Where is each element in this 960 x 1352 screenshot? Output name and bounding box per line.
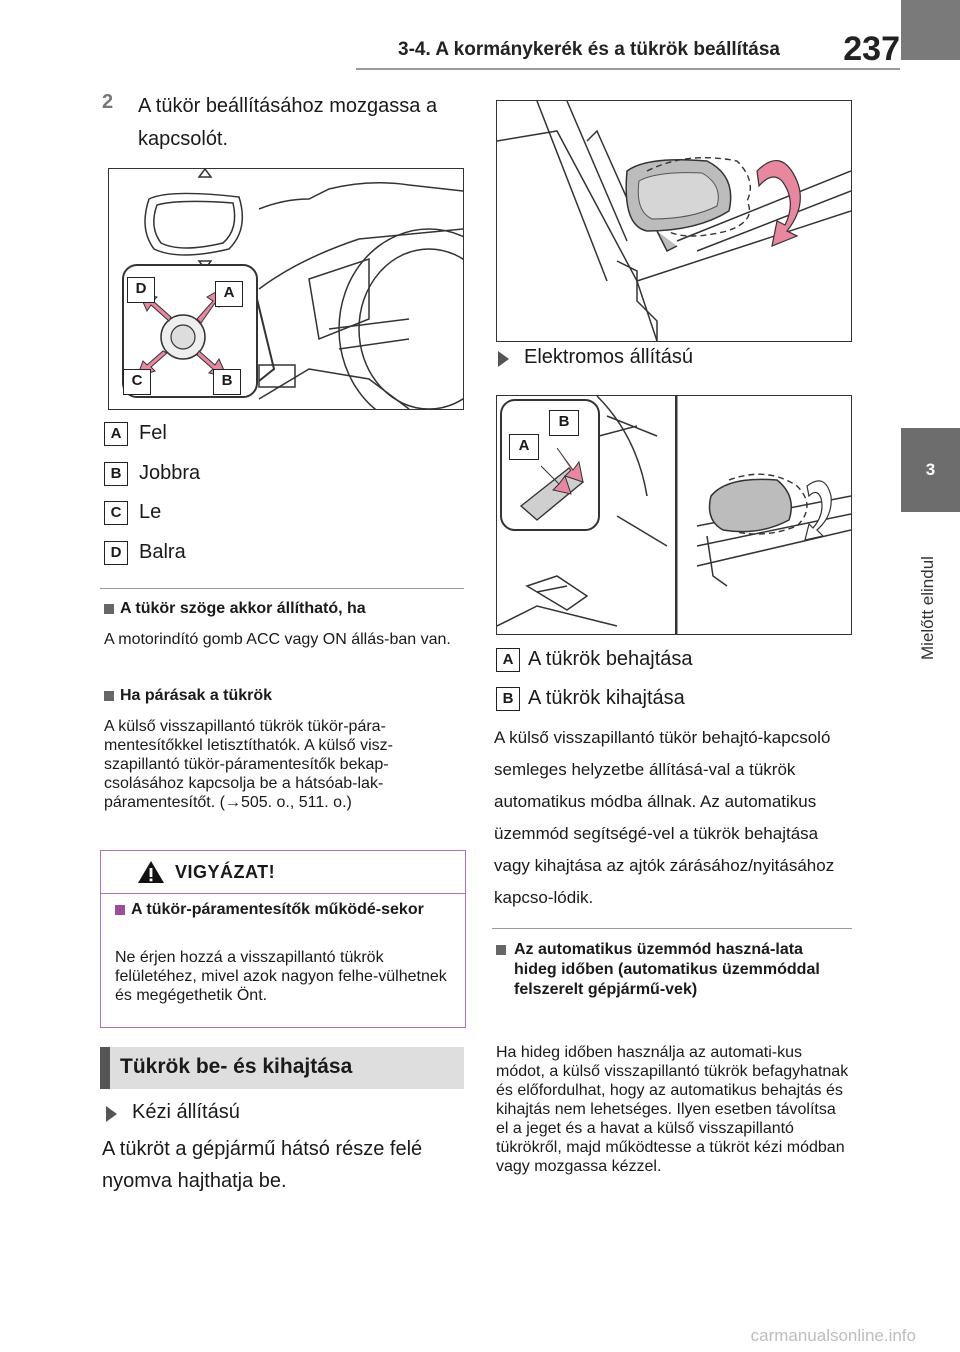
warning-subtitle: A tükör-páramentesítők működé-sekor — [131, 901, 424, 918]
fold-legend-label-a: A tükrök behajtása — [528, 648, 693, 670]
page-number: 237 — [843, 30, 900, 68]
note-bullet — [104, 691, 114, 701]
legend-key-c: C — [104, 501, 128, 525]
manual-label: Kézi állítású — [132, 1101, 240, 1123]
header-rule — [356, 68, 900, 70]
step-text: A tükör beállításához mozgassa a kapcsolót. — [138, 95, 438, 150]
auto-mode-text: A külső visszapillantó tükör behajtó-kapcsoló semleges helyzetbe állításá-val a tükrök automatikus módba állnak. Az automatikus üzemmód segítségé-vel a tükrök behajtása vagy kihajtása az ajtók zárásához/nyitásához kapcso-lódik. — [494, 728, 835, 907]
callout-c: C — [123, 369, 151, 395]
callout-b: B — [213, 369, 241, 395]
legend-label-a: Fel — [139, 422, 167, 444]
chapter-tab: 3 — [901, 428, 960, 512]
fold-legend-key-b: B — [496, 687, 520, 711]
section-title: 3-4. A kormánykerék és a tükrök beállítása — [398, 39, 780, 60]
legend-label-c: Le — [139, 501, 162, 523]
note2-body: A külső visszapillantó tükrök tükör-pára-mentesítőkkel letisztíthatók. A külső visz-szapillantó tükör-páramentesítők bekap-csolásához kapcsolja be a hátsóab-lak-páramentesítőt. (→505. o., 511. o.) — [104, 718, 394, 811]
note3-body: Ha hideg időben használja az automati-kus módot, a külső visszapillantó tükrök befagyhatnak és előfordulhat, hogy az automatikus behajtás és kihajtás nem lehetséges. Ilyen esetben távolítsa el a jeget és a havat a külső visszapillantó tükrökről, majd működtesse a tükröt kézi módban vagy mozgassa kézzel. — [496, 1044, 849, 1175]
warning-box — [100, 850, 466, 1028]
legend-label-d: Balra — [139, 541, 186, 563]
callout-a: A — [215, 281, 243, 307]
switch-illustration — [109, 169, 463, 409]
warning-header — [101, 851, 465, 894]
warning-body: Ne érjen hozzá a visszapillantó tükrök felületéhez, mivel azok nagyon felhe-vülhetnek és megégethetik Önt. — [115, 949, 447, 1004]
side-top-block — [901, 0, 960, 60]
note2-title: Ha párásak a tükrök — [120, 687, 273, 704]
note1-title: A tükör szöge akkor állítható, ha — [120, 600, 366, 617]
note3-title: Az automatikus üzemmód haszná-lata hideg időben (automatikus üzemmóddal felszerelt gépjármű-vek) — [514, 941, 820, 998]
triangle-bullet-icon — [106, 1106, 117, 1122]
step-number: 2 — [102, 91, 114, 113]
note1-body: A motorindító gomb ACC vagy ON állás-ban van. — [104, 631, 451, 648]
manual-fold-illustration — [497, 101, 851, 341]
legend-key-a: A — [104, 422, 128, 446]
watermark: carmanualsonline.info — [750, 1326, 916, 1345]
section-header — [100, 1047, 464, 1089]
electric-label: Elektromos állítású — [524, 346, 693, 368]
warning-title: VIGYÁZAT! — [175, 862, 276, 882]
note-bullet — [496, 945, 506, 955]
warning-icon — [137, 859, 165, 885]
legend-key-d: D — [104, 541, 128, 565]
legend-key-b: B — [104, 462, 128, 486]
callout-d: D — [127, 277, 155, 303]
figure-electric-fold — [496, 395, 852, 635]
divider — [100, 588, 464, 589]
chapter-label: Mielőtt elindul — [918, 556, 937, 660]
figure-manual-fold — [496, 100, 852, 342]
section-bar — [100, 1047, 110, 1089]
note-bullet — [104, 604, 114, 614]
section-header-title: Tükrök be- és kihajtása — [120, 1055, 353, 1078]
fold-legend-key-a: A — [496, 648, 520, 672]
callout-b: B — [549, 410, 579, 436]
manual-text: A tükröt a gépjármű hátsó része felé nyomva hajthatja be. — [102, 1138, 423, 1192]
divider — [492, 928, 852, 929]
fold-legend-label-b: A tükrök kihajtása — [528, 687, 685, 709]
callout-a: A — [509, 434, 539, 460]
triangle-bullet-icon — [498, 351, 509, 367]
legend-label-b: Jobbra — [139, 462, 201, 484]
figure-mirror-switch — [108, 168, 464, 410]
warning-bullet — [115, 905, 125, 915]
